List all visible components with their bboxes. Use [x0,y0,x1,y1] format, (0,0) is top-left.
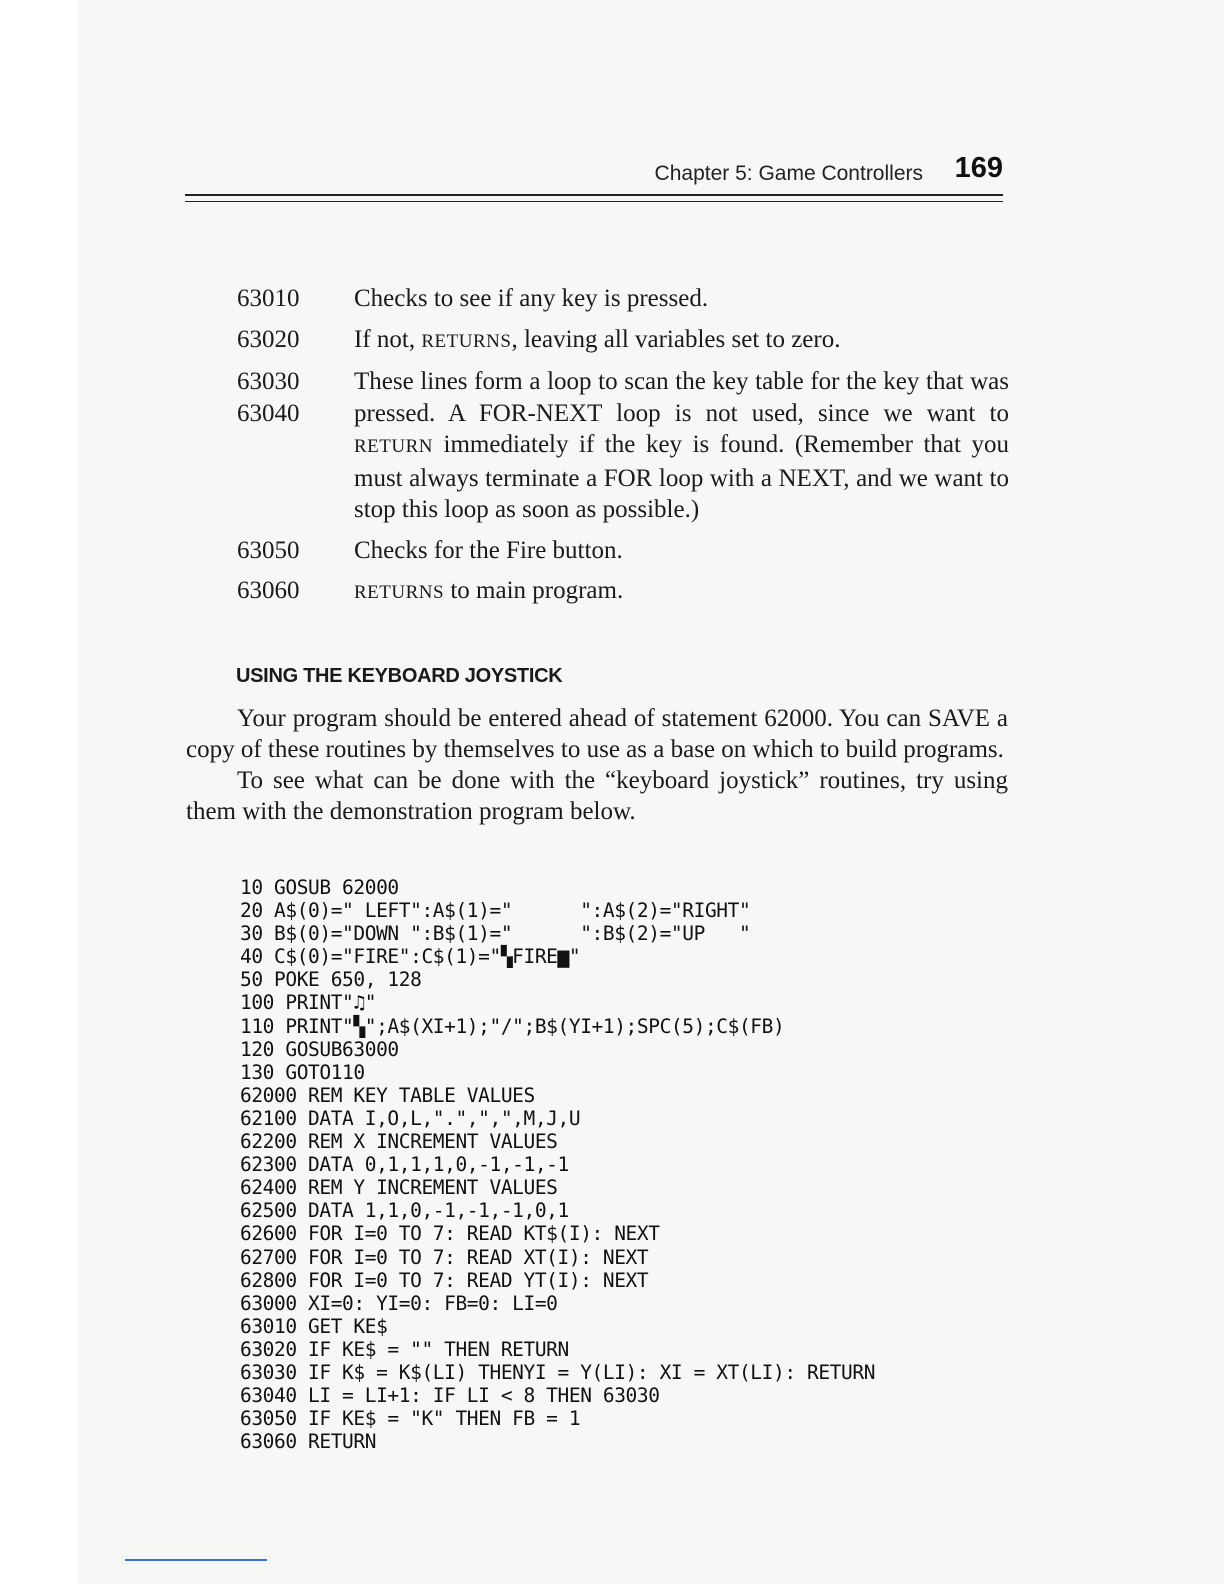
explanation-entry [237,575,1009,609]
explanation-text [354,575,1009,609]
code-line: 62800 FOR I=0 TO 7: READ YT(I): NEXT [240,1268,649,1292]
code-line: 40 C$(0)="FIRE":C$(1)="▚FIRE▆" [240,945,581,969]
text-run: Checks for the Fire button. [354,536,623,564]
code-line: 20 A$(0)=" LEFT":A$(1)=" ":A$(2)="RIGHT" [240,899,751,923]
code-line: 63000 XI=0: YI=0: FB=0: LI=0 [240,1291,558,1315]
text-run: , leaving all variables set to zero. [511,325,841,353]
body-text [186,703,1008,827]
text-run: RETURNS [421,330,512,352]
text-run: Checks to see if any key is pressed. [354,285,709,312]
code-line: 63020 IF KE$ = "" THEN RETURN [240,1337,569,1361]
line-number: 63050 [237,536,300,564]
code-line: 10 GOSUB 62000 [240,876,399,899]
line-number: 63020 [237,325,300,353]
header-rule-thin [185,201,1003,202]
code-line: 62000 REM KEY TABLE VALUES [240,1083,535,1107]
line-number: 63040 [237,399,300,427]
footer-link-bar [125,1559,267,1561]
code-line: 62300 DATA 0,1,1,1,0,-1,-1,-1 [240,1153,569,1177]
explanation-entry [237,366,1009,526]
line-number-col [237,366,354,526]
code-line: 50 POKE 650, 128 [240,968,422,992]
section-heading: USING THE KEYBOARD JOYSTICK [236,665,563,687]
code-line: 62500 DATA 1,1,0,-1,-1,-1,0,1 [240,1199,569,1223]
code-line: 100 PRINT"♫" [240,991,377,1015]
code-line: 63030 IF K$ = K$(LI) THENYI = Y(LI): XI = XT(LI): RETURN [240,1360,876,1384]
code-line: 62600 FOR I=0 TO 7: READ KT$(I): NEXT [240,1222,660,1246]
code-line: 62200 REM X INCREMENT VALUES [240,1130,558,1154]
code-line: 130 GOTO110 [240,1060,365,1084]
code-line: 63060 RETURN [240,1430,377,1454]
line-number-col [237,324,354,358]
code-line: 63050 IF KE$ = "K" THEN FB = 1 [240,1407,581,1431]
text-run: If not, [354,325,422,353]
explanation-entry [237,324,1009,358]
code-line: 63010 GET KE$ [240,1314,388,1338]
code-listing [240,876,940,1453]
explanation-text [354,366,1009,526]
running-head [185,148,1003,188]
explanation-entry [237,283,1009,315]
text-run: RETURN [354,436,433,457]
line-number: 63030 [237,368,300,395]
explanation-text [354,324,1009,358]
page-number: 169 [954,152,1003,184]
line-explanations [237,283,1009,618]
explanation-text [354,535,1009,567]
explanation-text [354,283,1009,315]
code-line: 110 PRINT"▚";A$(XI+1);"/";B$(YI+1);SPC(5);C$(FB) [240,1014,785,1038]
line-number-col [237,283,354,315]
code-line: 120 GOSUB63000 [240,1037,399,1061]
code-line: 62100 DATA I,O,L,".",",",M,J,U [240,1106,581,1130]
code-line: 62400 REM Y INCREMENT VALUES [240,1176,558,1200]
text-run: RETURNS [354,582,445,603]
text-run: These lines form a loop to scan the key table for the key that was pressed. A FOR-NEXT loop is not used, since we want to [354,368,1009,427]
line-number: 63060 [237,577,300,604]
line-number-col [237,575,354,609]
explanation-entry [237,535,1009,567]
line-number: 63010 [237,285,300,312]
text-run: immediately if the key is found. (Remember that you must always terminate a FOR loop with a NEXT, and we want to stop this loop as soon as possible.) [354,431,1009,523]
code-line: 62700 FOR I=0 TO 7: READ XT(I): NEXT [240,1245,649,1269]
code-line: 30 B$(0)="DOWN ":B$(1)=" ":B$(2)="UP " [240,922,751,946]
header-rule [185,194,1003,196]
paragraph: To see what can be done with the “keyboard joystick” routines, try using them with the demonstration program below. [186,767,1008,825]
chapter-title: Chapter 5: Game Controllers [654,162,923,185]
line-number-col [237,535,354,567]
paragraph: Your program should be entered ahead of statement 62000. You can SAVE a copy of these routines by themselves to use as a base on which to build programs. [186,705,1008,763]
page-margin [0,0,78,1584]
code-line: 63040 LI = LI+1: IF LI < 8 THEN 63030 [240,1384,660,1408]
text-run: to main program. [444,577,624,604]
